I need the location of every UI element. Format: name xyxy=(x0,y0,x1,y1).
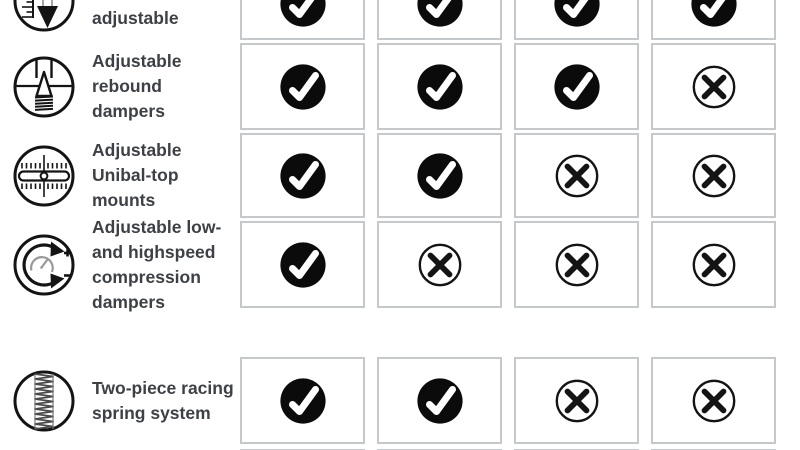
feature-label-line: Adjustable xyxy=(92,140,182,160)
feature-cell xyxy=(651,0,776,40)
ride-height-adjustable-icon xyxy=(13,0,75,32)
feature-cell xyxy=(514,43,639,130)
feature-label-line: compression xyxy=(92,266,201,287)
feature-label-line: rebound xyxy=(92,76,162,96)
feature-cell xyxy=(651,133,776,218)
feature-cell xyxy=(651,43,776,130)
feature-label-line: Adjustable xyxy=(92,51,182,71)
feature-cell xyxy=(377,357,502,444)
feature-icon-slot xyxy=(13,234,75,296)
feature-label-line: Two-piece racing xyxy=(92,377,234,398)
cross-icon xyxy=(417,242,463,288)
feature-cell xyxy=(651,221,776,308)
check-icon xyxy=(417,0,463,27)
feature-cell xyxy=(514,133,639,218)
feature-label-cell xyxy=(0,133,240,218)
compression-damper-icon xyxy=(13,234,75,296)
feature-cell xyxy=(651,357,776,444)
feature-label-cell xyxy=(0,216,240,312)
rebound-damper-icon xyxy=(13,56,75,118)
feature-cell xyxy=(240,0,365,40)
feature-cell xyxy=(240,357,365,444)
cross-icon xyxy=(691,153,737,199)
cross-icon xyxy=(554,242,600,288)
check-icon xyxy=(417,153,463,199)
cross-icon xyxy=(691,242,737,288)
feature-label xyxy=(92,49,181,124)
feature-label xyxy=(92,215,221,315)
feature-icon-slot xyxy=(13,145,75,207)
feature-cell xyxy=(377,221,502,308)
feature-label-line: and highspeed xyxy=(92,241,216,262)
check-icon xyxy=(691,0,737,27)
cross-icon xyxy=(554,378,600,424)
racing-spring-icon xyxy=(13,370,75,432)
feature-cell xyxy=(377,0,502,40)
feature-label xyxy=(92,138,181,213)
check-icon xyxy=(417,64,463,110)
cross-icon xyxy=(691,64,737,110)
unibal-top-mount-icon xyxy=(13,145,75,207)
check-icon xyxy=(280,153,326,199)
feature-label-line: mounts xyxy=(92,190,156,210)
feature-label xyxy=(92,376,234,426)
feature-cell xyxy=(514,221,639,308)
feature-label-line: Adjustable low- xyxy=(92,216,222,237)
feature-label-line: Unibal-top xyxy=(92,165,179,185)
feature-label-line: dampers xyxy=(92,291,165,312)
feature-cell xyxy=(240,133,365,218)
feature-icon-slot xyxy=(13,56,75,118)
check-icon xyxy=(417,378,463,424)
feature-cell xyxy=(514,0,639,40)
feature-label xyxy=(92,6,179,31)
feature-label-line: dampers xyxy=(92,101,165,121)
check-icon xyxy=(280,64,326,110)
cross-icon xyxy=(554,153,600,199)
feature-label-line: spring system xyxy=(92,402,211,423)
check-icon xyxy=(554,0,600,27)
feature-cell xyxy=(240,43,365,130)
feature-label-cell xyxy=(0,43,240,130)
feature-icon-slot xyxy=(13,0,75,32)
cross-icon xyxy=(691,378,737,424)
feature-label-cell xyxy=(0,357,240,444)
check-icon xyxy=(280,0,326,27)
feature-label-cell xyxy=(0,0,240,40)
check-icon xyxy=(280,242,326,288)
check-icon xyxy=(280,378,326,424)
feature-label-line: adjustable xyxy=(92,8,179,28)
feature-cell xyxy=(377,133,502,218)
feature-icon-slot xyxy=(13,370,75,432)
feature-cell xyxy=(240,221,365,308)
check-icon xyxy=(554,64,600,110)
feature-cell xyxy=(377,43,502,130)
feature-cell xyxy=(514,357,639,444)
